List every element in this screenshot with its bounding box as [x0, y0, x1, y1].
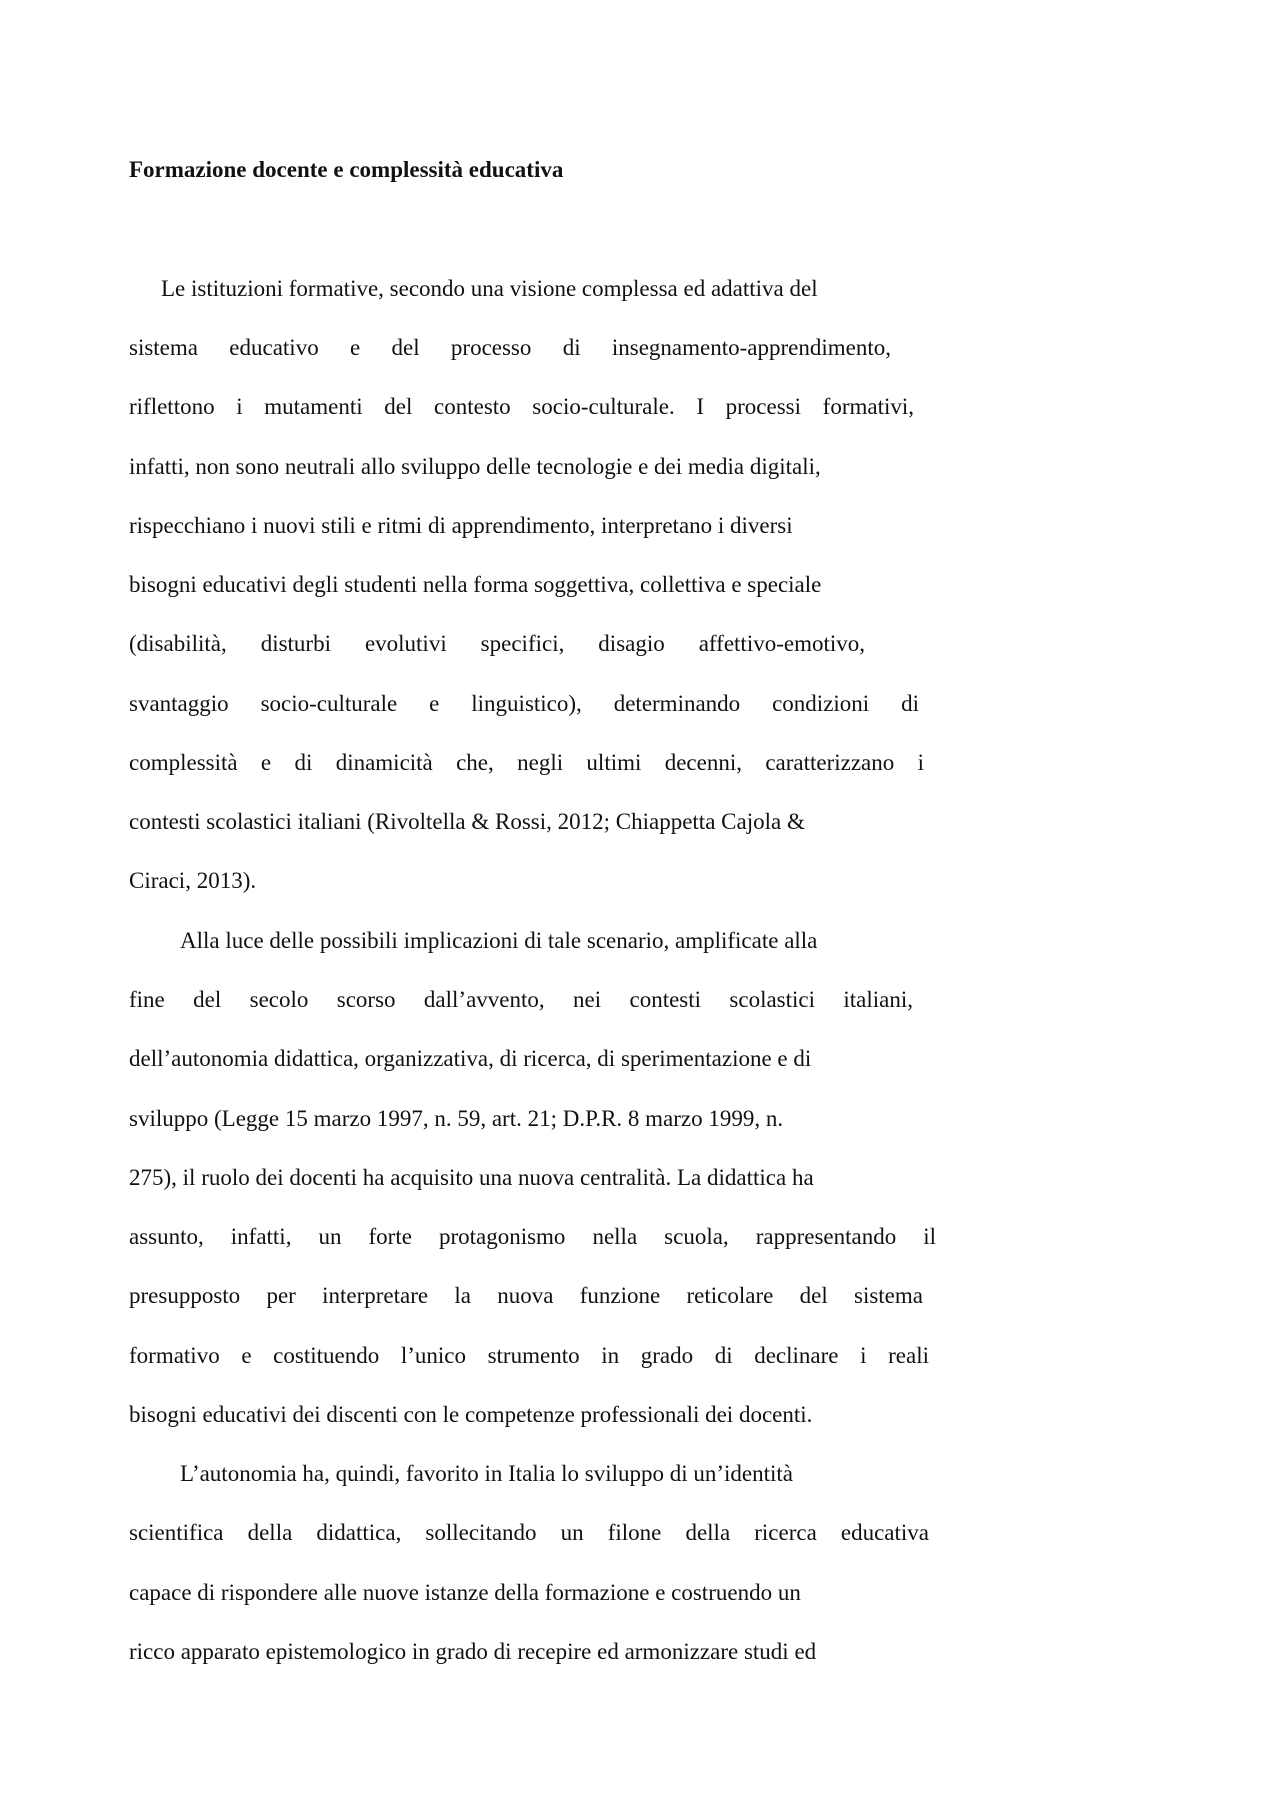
- paragraph-1-line-3: riflettono i mutamenti del contesto socio-culturale. I processi formativi,: [129, 394, 914, 419]
- paragraph-2-line-4: sviluppo (Legge 15 marzo 1997, n. 59, art. 21; D.P.R. 8 marzo 1999, n.: [129, 1106, 784, 1131]
- paragraph-2-line-5: 275), il ruolo dei docenti ha acquisito una nuova centralità. La didattica ha: [129, 1165, 814, 1190]
- paragraph-3-line-3: capace di rispondere alle nuove istanze della formazione e costruendo un: [129, 1580, 801, 1605]
- paragraph-1-line-4: infatti, non sono neutrali allo sviluppo delle tecnologie e dei media digitali,: [129, 454, 821, 479]
- paragraph-2-line-3: dell’autonomia didattica, organizzativa, di ricerca, di sperimentazione e di: [129, 1046, 812, 1071]
- paragraph-2-line-7: presupposto per interpretare la nuova funzione reticolare del sistema: [129, 1283, 923, 1308]
- paragraph-1-line-10: contesti scolastici italiani (Rivoltella & Rossi, 2012; Chiappetta Cajola &: [129, 809, 805, 834]
- paragraph-1-line-2: sistema educativo e del processo di insegnamento-apprendimento,: [129, 335, 891, 360]
- paragraph-1-line-6: bisogni educativi degli studenti nella forma soggettiva, collettiva e speciale: [129, 572, 822, 597]
- paragraph-2-line-9: bisogni educativi dei discenti con le competenze professionali dei docenti.: [129, 1402, 813, 1427]
- paragraph-2-line-2: fine del secolo scorso dall’avvento, nei contesti scolastici italiani,: [129, 987, 913, 1012]
- paragraph-3-line-2: scientifica della didattica, sollecitando un filone della ricerca educativa: [129, 1520, 929, 1545]
- paragraph-1-line-9: complessità e di dinamicità che, negli ultimi decenni, caratterizzano i: [129, 750, 924, 775]
- paragraph-3-line-4: ricco apparato epistemologico in grado di recepire ed armonizzare studi ed: [129, 1639, 817, 1664]
- paragraph-1-line-7: (disabilità, disturbi evolutivi specifici, disagio affettivo-emotivo,: [129, 631, 865, 656]
- paragraph-2-line-6: assunto, infatti, un forte protagonismo nella scuola, rappresentando il: [129, 1224, 936, 1249]
- paragraph-2-line-8: formativo e costituendo l’unico strumento in grado di declinare i reali: [129, 1343, 929, 1368]
- paragraph-1-line-5: rispecchiano i nuovi stili e ritmi di apprendimento, interpretano i diversi: [129, 513, 793, 538]
- document-title: Formazione docente e complessità educativa: [129, 157, 564, 182]
- paragraph-2-line-1: Alla luce delle possibili implicazioni di tale scenario, amplificate alla: [180, 928, 818, 953]
- paragraph-1-line-11: Ciraci, 2013).: [129, 868, 257, 893]
- paragraph-3-line-1: L’autonomia ha, quindi, favorito in Italia lo sviluppo di un’identità: [180, 1461, 794, 1486]
- paragraph-1-line-1: Le istituzioni formative, secondo una visione complessa ed adattiva del: [161, 276, 818, 301]
- paragraph-1-line-8: svantaggio socio-culturale e linguistico), determinando condizioni di: [129, 691, 919, 716]
